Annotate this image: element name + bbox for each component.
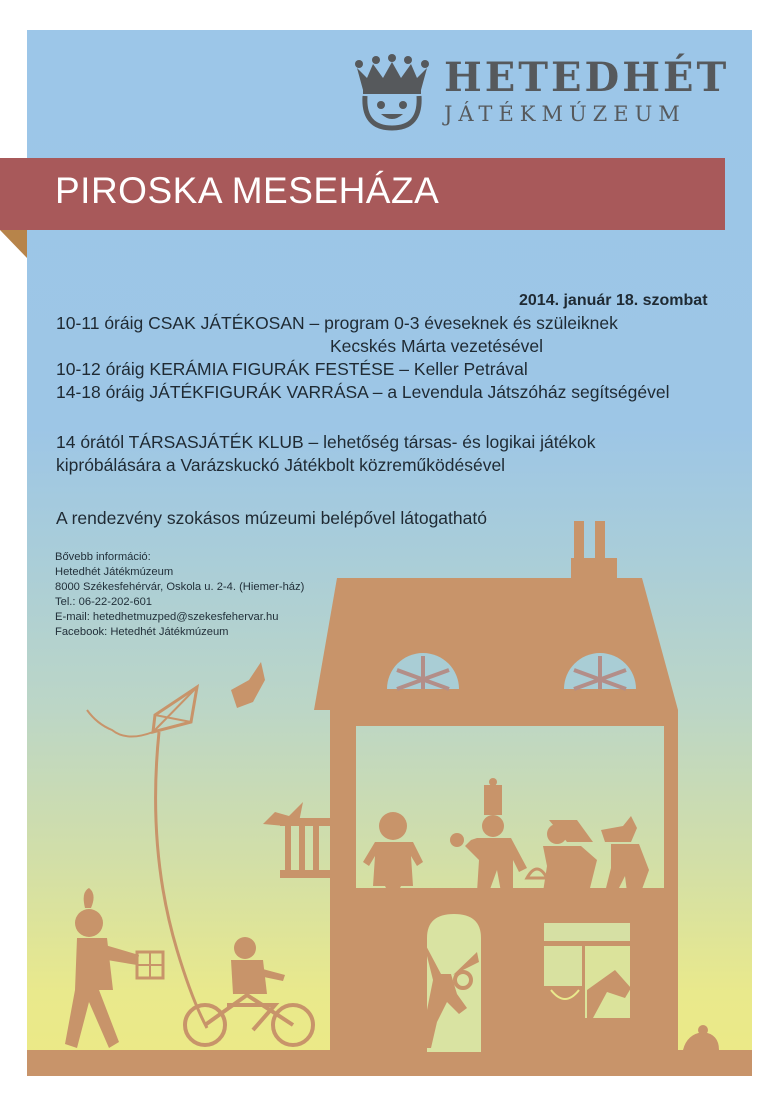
info-heading: Bővebb információ:	[55, 551, 151, 563]
child-on-bicycle	[231, 937, 285, 994]
little-red-riding-hood-figure	[527, 820, 597, 892]
chimney	[574, 521, 584, 561]
logo-title: HETEDHÉT	[444, 54, 730, 101]
hedgehog-figure	[683, 1025, 719, 1050]
ground	[27, 1050, 752, 1076]
program-line-2: 10-12 óráig KERÁMIA FIGURÁK FESTÉSE – Keller Petrával	[56, 359, 528, 379]
boy-figure	[363, 812, 423, 894]
event-title: PIROSKA MESEHÁZA	[55, 170, 440, 211]
logo-subtitle: JÁTÉKMÚZEUM	[444, 102, 686, 126]
museum-logo	[349, 52, 729, 132]
info-phone: Tel.: 06-22-202-601	[55, 596, 153, 608]
ribbon-fold	[0, 230, 27, 258]
club-line-1: 14 órától TÁRSASJÁTÉK KLUB – lehetőség társas- és logikai játékok	[56, 432, 596, 452]
event-date: 2014. január 18. szombat	[519, 292, 708, 309]
soldier-figure	[450, 778, 527, 892]
info-museum-name: Hetedhét Játékmúzeum	[55, 566, 174, 578]
info-address: 8000 Székesfehérvár, Oskola u. 2-4. (Hiemer-ház)	[55, 581, 305, 593]
program-line-1-host: Kecskés Márta vezetésével	[330, 336, 544, 356]
club-line-2: kipróbálására a Varázskuckó Játékbolt közreműködésével	[56, 455, 506, 475]
info-email[interactable]: E-mail: hetedhetmuzped@szekesfehervar.hu	[55, 611, 279, 623]
crown-child-face-icon	[349, 52, 435, 132]
flying-bird	[231, 662, 265, 708]
program-line-1: 10-11 óráig CSAK JÁTÉKOSAN – program 0-3 éveseknek és szüleiknek	[56, 313, 618, 333]
program-line-3: 14-18 óráig JÁTÉKFIGURÁK VARRÁSA – a Levendula Játszóház segítségével	[56, 382, 670, 402]
house-roof-shape	[314, 578, 678, 710]
info-facebook[interactable]: Facebook: Hetedhét Játékmúzeum	[55, 626, 229, 638]
admission-note: A rendezvény szokásos múzeumi belépővel látogatható	[56, 508, 487, 528]
knight-figure	[65, 888, 163, 1048]
title-ribbon	[0, 158, 725, 230]
wolf-figure	[601, 816, 649, 892]
